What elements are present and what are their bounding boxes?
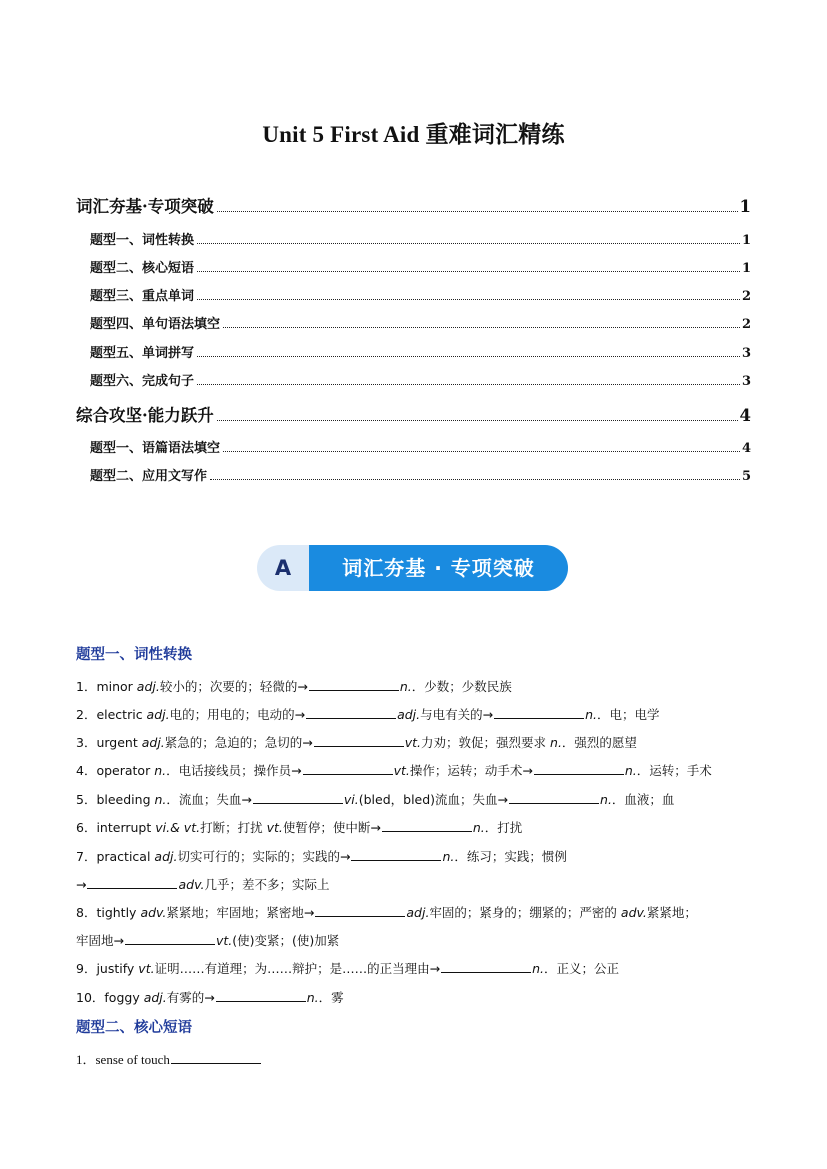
banner-text: 词汇夯基 · 专项突破: [342, 556, 535, 580]
item-text: 几乎；差不多；实际上: [204, 877, 330, 892]
toc-label: 题型一、语篇语法填空: [90, 441, 221, 456]
item-text: 使暂停；使中断→: [282, 820, 381, 835]
pos-label: n.: [442, 849, 455, 864]
item-text: 6．interrupt: [76, 820, 156, 835]
pos-label: n.: [154, 792, 167, 807]
item-text: 电的；用电的；电动的→: [169, 707, 306, 722]
item-text: 力劝；敦促；强烈要求: [421, 735, 551, 750]
toc-page: 2: [741, 289, 751, 304]
exercise-line: [76, 959, 756, 977]
pos-label: vt.: [138, 961, 155, 976]
toc-entry[interactable]: [76, 437, 751, 456]
item-text: ．运转；手术: [636, 763, 712, 778]
exercise-line: [76, 705, 756, 723]
pos-label: adj.: [143, 990, 167, 1005]
toc-leader: [210, 478, 740, 480]
answer-blank[interactable]: [494, 706, 584, 719]
exercise-line: [76, 733, 756, 751]
toc-label: 综合攻坚·能力跃升: [76, 406, 214, 425]
pos-label: adv.: [620, 905, 647, 920]
toc-leader: [223, 450, 740, 452]
pos-label: n.: [624, 763, 637, 778]
pos-label: vi.: [343, 792, 359, 807]
toc-entry[interactable]: [76, 465, 751, 484]
pos-label: adv.: [178, 877, 205, 892]
toc-leader: [217, 210, 738, 212]
pos-label: n.: [472, 820, 485, 835]
toc-entry[interactable]: [76, 193, 751, 217]
toc-page: 1: [739, 197, 751, 216]
exercise-line: [76, 988, 756, 1006]
item-text: 1．sense of touch: [76, 1052, 170, 1067]
answer-blank[interactable]: [509, 791, 599, 804]
exercise-line: [76, 677, 756, 695]
item-text: 8．tightly: [76, 905, 141, 920]
item-text: ．练习；实践；惯例: [454, 849, 567, 864]
toc-label: 题型六、完成句子: [90, 374, 195, 389]
item-text: 7．practical: [76, 849, 155, 864]
exercise-line: [76, 790, 756, 808]
answer-blank[interactable]: [351, 848, 441, 861]
toc-leader: [197, 383, 740, 385]
pos-label: adj.: [397, 707, 421, 722]
item-text: ．电话接线员；操作员→: [166, 763, 302, 778]
item-text: ．正义；公正: [543, 961, 619, 976]
item-text: →: [76, 877, 87, 892]
toc-label: 题型二、应用文写作: [90, 469, 208, 484]
toc-entry[interactable]: [76, 257, 751, 276]
item-text: ．打扰: [484, 820, 523, 835]
exercise-line: [76, 761, 756, 779]
answer-blank[interactable]: [315, 904, 405, 917]
toc-entry[interactable]: [76, 370, 751, 389]
exercise-line: [76, 818, 756, 836]
pos-label: n.: [306, 990, 319, 1005]
toc-leader: [217, 419, 738, 421]
item-text: 4．operator: [76, 763, 155, 778]
item-text: 10．foggy: [76, 990, 144, 1005]
toc-leader: [197, 242, 740, 244]
exercise-line: [76, 931, 756, 949]
pos-label: adj.: [141, 735, 165, 750]
pos-label: vt.: [393, 763, 410, 778]
item-text: 牢固的；紧身的；绷紧的；严密的: [429, 905, 621, 920]
toc-page: 3: [741, 374, 751, 389]
item-text: (使)变紧；(使)加紧: [232, 933, 340, 948]
item-text: 9．justify: [76, 961, 139, 976]
item-text: 有雾的→: [166, 990, 215, 1005]
toc-page: 1: [741, 261, 751, 276]
item-text: ．雾: [318, 990, 344, 1005]
pos-label: vi.& vt.: [155, 820, 201, 835]
pos-label: n.: [585, 707, 598, 722]
toc-entry[interactable]: [76, 285, 751, 304]
exercise-line: [76, 903, 756, 921]
banner-letter: A: [274, 556, 292, 580]
exercise-line: [76, 847, 756, 865]
answer-blank[interactable]: [303, 762, 393, 775]
pos-label: adj.: [406, 905, 430, 920]
toc-page: 4: [739, 406, 751, 425]
item-text: ．电；电学: [597, 707, 660, 722]
item-text: 紧紧地；牢固地；紧密地→: [166, 905, 315, 920]
answer-blank[interactable]: [306, 706, 396, 719]
answer-blank[interactable]: [309, 678, 399, 691]
pos-label: vt.: [215, 933, 233, 948]
item-text: 证明……有道理；为……辩护；是……的正当理由→: [154, 961, 441, 976]
item-text: ．流血；失血→: [166, 792, 252, 807]
answer-blank[interactable]: [441, 960, 531, 973]
toc-page: 1: [741, 233, 751, 248]
pos-label: n.: [550, 735, 562, 750]
toc-entry[interactable]: [76, 313, 751, 332]
toc-label: 题型一、词性转换: [90, 233, 195, 248]
toc-leader: [197, 355, 740, 357]
item-text: ．少数；少数民族: [411, 679, 512, 694]
pos-label: adv.: [140, 905, 167, 920]
answer-blank[interactable]: [216, 989, 306, 1002]
section-heading-1: 题型一、词性转换: [76, 647, 192, 663]
answer-blank[interactable]: [125, 932, 215, 945]
toc-entry[interactable]: [76, 229, 751, 248]
item-text: 与电有关的→: [420, 707, 494, 722]
answer-blank[interactable]: [171, 1051, 261, 1064]
pos-label: adj.: [154, 849, 178, 864]
item-text: 操作；运转；动手术→: [409, 763, 533, 778]
section-heading-2: 题型二、核心短语: [76, 1020, 192, 1036]
pos-label: adj.: [146, 707, 170, 722]
item-text: ．血液；血: [611, 792, 675, 807]
item-text: 1．minor: [76, 679, 137, 694]
exercise-line: [76, 875, 756, 893]
item-text: 牢固地→: [76, 933, 124, 948]
answer-blank[interactable]: [314, 734, 404, 747]
toc-leader: [223, 326, 740, 328]
item-text: ．强烈的愿望: [561, 735, 637, 750]
toc-label: 题型二、核心短语: [90, 261, 195, 276]
toc-label: 题型三、重点单词: [90, 289, 195, 304]
page-title: Unit 5 First Aid 重难词汇精练: [262, 122, 565, 147]
toc-page: 2: [741, 317, 751, 332]
pos-label: vt.: [266, 820, 283, 835]
toc-leader: [197, 298, 740, 300]
item-text: 紧急的；急迫的；急切的→: [164, 735, 313, 750]
toc-page: 4: [741, 441, 751, 456]
item-text: 3．urgent: [76, 735, 142, 750]
item-text: (bled，bled)流血；失血→: [358, 792, 509, 807]
item-text: 较小的；次要的；轻微的→: [159, 679, 308, 694]
pos-label: n.: [399, 679, 412, 694]
exercise-line: [76, 1049, 756, 1068]
item-text: 切实可行的；实际的；实践的→: [177, 849, 351, 864]
item-text: 紧紧地；: [646, 905, 697, 920]
pos-label: adj.: [136, 679, 160, 694]
toc-label: 题型五、单词拼写: [90, 346, 195, 361]
toc-entry[interactable]: [76, 402, 751, 426]
answer-blank[interactable]: [87, 876, 177, 889]
toc-entry[interactable]: [76, 342, 751, 361]
item-text: 2．electric: [76, 707, 147, 722]
toc-label: 题型四、单句语法填空: [90, 317, 221, 332]
answer-blank[interactable]: [382, 819, 472, 832]
pos-label: n.: [600, 792, 612, 807]
pos-label: vt.: [404, 735, 422, 750]
answer-blank[interactable]: [534, 762, 624, 775]
item-text: 5．bleeding: [76, 792, 155, 807]
item-text: 打断；打扰: [200, 820, 267, 835]
section-banner: [257, 545, 568, 591]
pos-label: n.: [532, 961, 544, 976]
toc-page: 3: [741, 346, 751, 361]
toc-label: 词汇夯基·专项突破: [76, 197, 214, 216]
toc-leader: [197, 270, 740, 272]
pos-label: n.: [154, 763, 167, 778]
toc-page: 5: [741, 469, 751, 484]
answer-blank[interactable]: [253, 791, 343, 804]
